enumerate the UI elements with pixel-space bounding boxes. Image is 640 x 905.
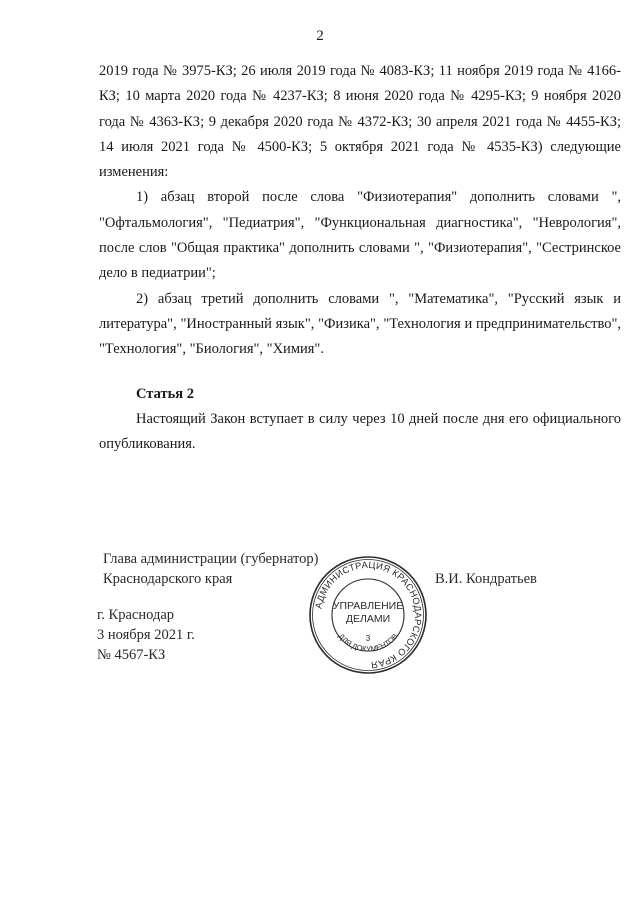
enactment-number: № 4567-КЗ — [97, 647, 166, 663]
enactment-date: 3 ноября 2021 г. — [97, 627, 195, 643]
article-text: Настоящий Закон вступает в силу через 10 дней после дня его официального опубликования. — [99, 410, 621, 453]
signatory-name: В.И. Кондратьев — [435, 571, 537, 587]
page-number: 2 — [316, 28, 324, 44]
signatory-title-line-1: Глава администрации (губернатор) — [103, 551, 319, 567]
signatory-title-line-2: Краснодарского края — [103, 571, 233, 587]
stamp-center-line-1: УПРАВЛЕНИЕ — [332, 600, 404, 612]
enactment-details — [97, 605, 195, 665]
signatory-title — [103, 549, 319, 589]
stamp-outer-text: АДМИНИСТРАЦИЯ КРАСНОДАРСКОГО КРАЯ — [313, 559, 424, 671]
stamp-center-number: 3 — [365, 634, 371, 643]
document-body — [99, 59, 621, 457]
enactment-city: г. Краснодар — [97, 607, 175, 623]
stamp-bottom-text: ДЛЯ ДОКУМЕНТОВ — [336, 631, 400, 654]
official-seal-stamp — [306, 553, 430, 677]
intro-paragraph: 2019 года № 3975-КЗ; 26 июля 2019 года № 4083-КЗ; 11 ноября 2019 года № 4166-КЗ; 10 марта 2020 года № 4237-КЗ; 8 июня 2020 года № 4295-КЗ; 9 ноября 2020 года № 4363-КЗ; 9 декабря 2020 года № 4372-КЗ; 30 апреля 2021 года № 4455-КЗ; 14 июля 2021 года № 4500-КЗ; 5 октября 2021 года № 4535-КЗ) следующие изменения: — [99, 63, 621, 181]
article-heading: Статья 2 — [136, 385, 194, 402]
amendment-item-2: 2) абзац третий дополнить словами ", "Математика", "Русский язык и литература", "Иностранный язык", "Физика", "Технология и предпринимательство", "Технология", "Биология", "Химия". — [99, 290, 621, 358]
stamp-center-line-2: ДЕЛАМИ — [345, 613, 391, 625]
amendment-item-1: 1) абзац второй после слова "Физиотерапия" дополнить словами ", "Офтальмология", "Педиатрия", "Функциональная диагностика", "Неврология", после слов "Общая практика" дополнить словами ", "Физиотерапия", "Сестринское дело в педиатрии"; — [99, 189, 621, 282]
